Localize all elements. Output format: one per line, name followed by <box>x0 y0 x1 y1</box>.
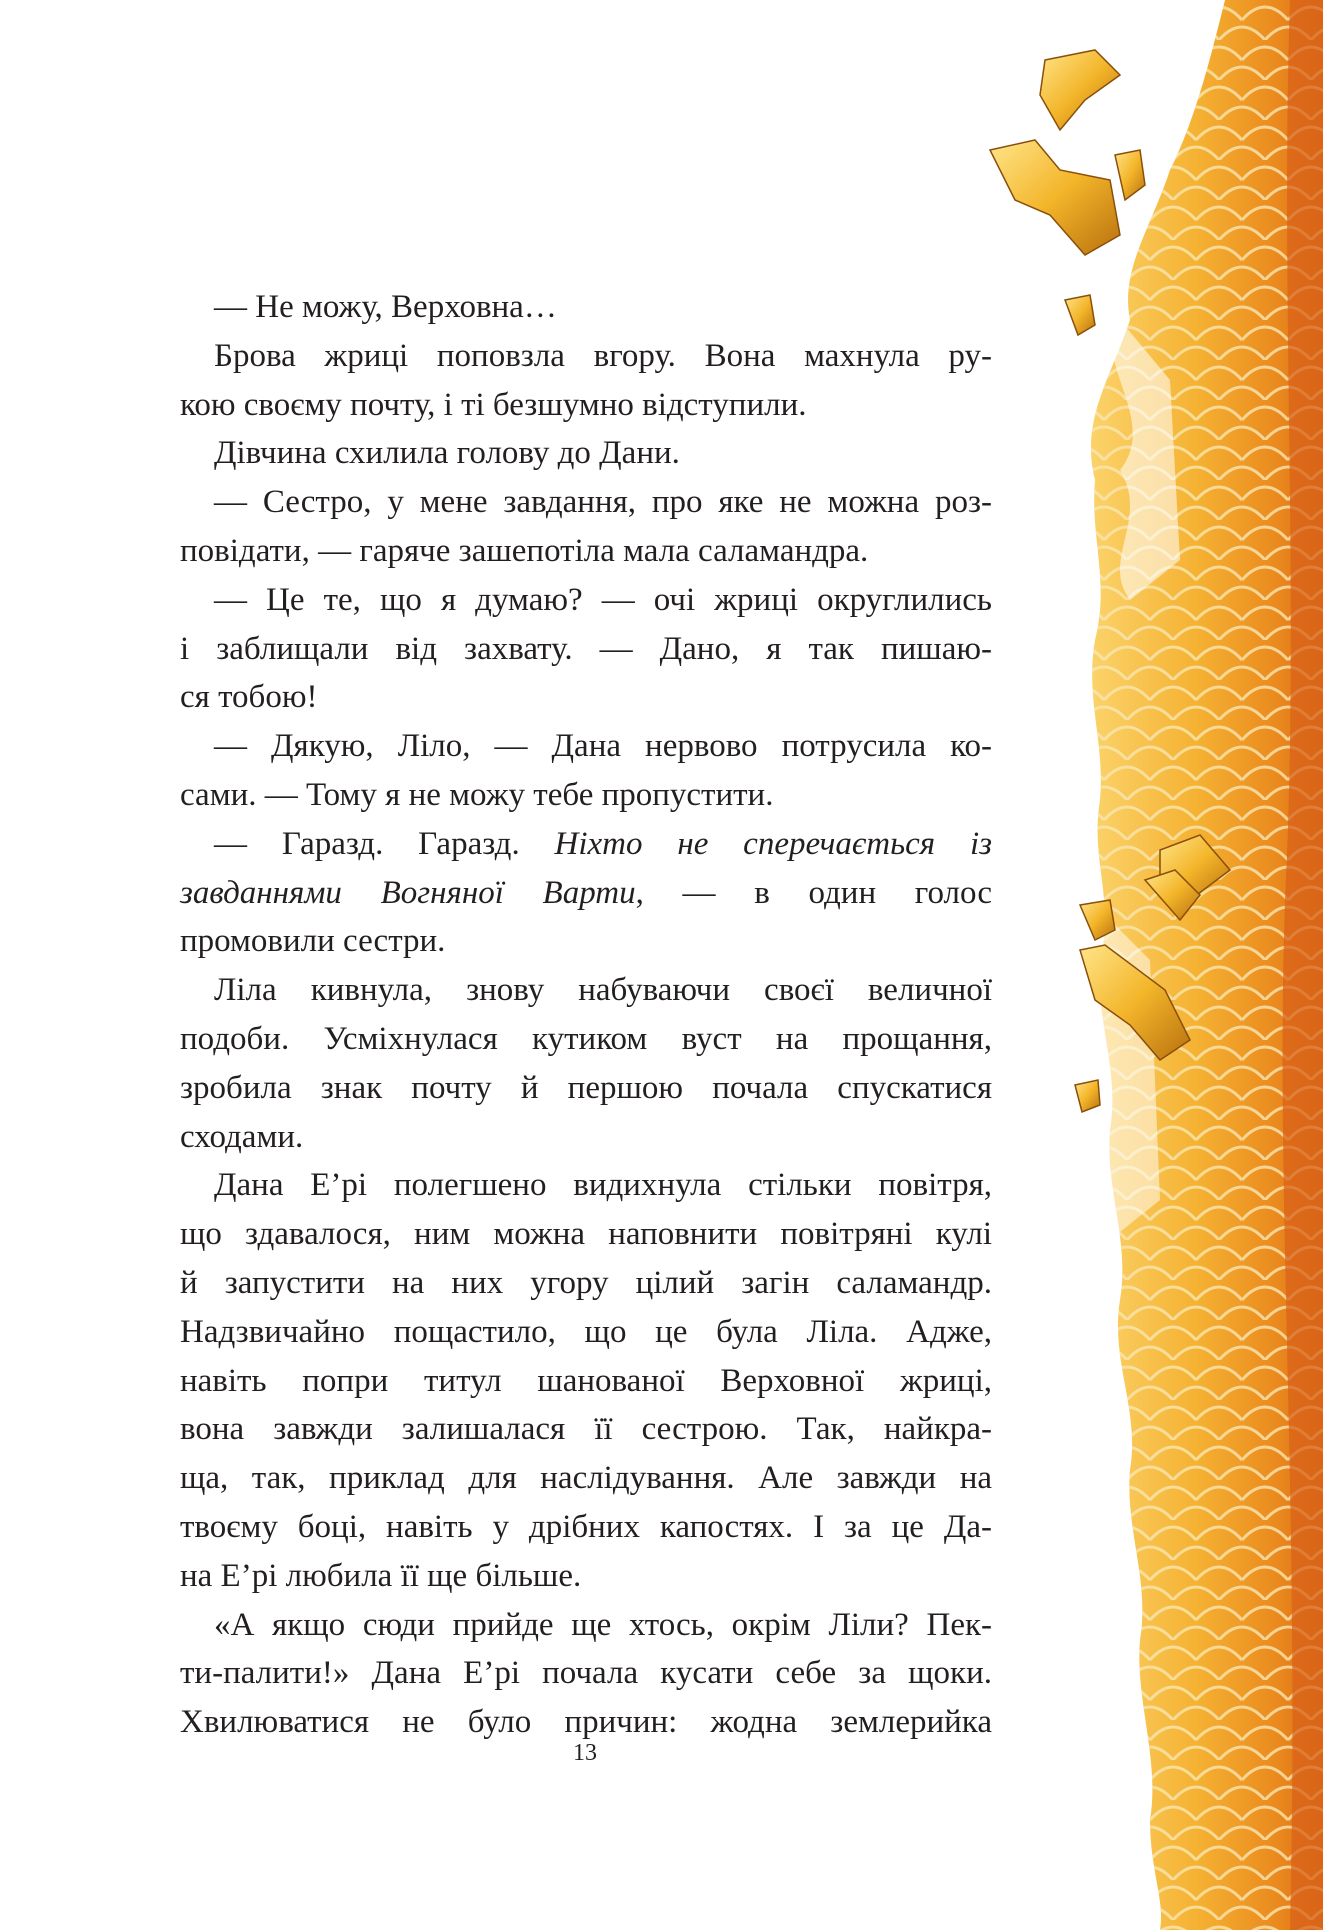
text-line: кою своєму почту, і ті безшумно відступили. <box>180 386 807 423</box>
text-line: повідати, — гаряче зашепотіла мала саламандра. <box>180 532 869 569</box>
text-line: що здавалося, ним можна наповнити повітряні кулі <box>180 1216 992 1253</box>
text-line: «А якщо сюди прийде ще хтось, окрім Ліли? Пек- <box>214 1606 992 1643</box>
text-line: твоєму боці, навіть у дрібних капостях. І за це Да- <box>180 1508 992 1545</box>
text-line: і заблищали від захвату. — Дано, я так пишаю- <box>180 630 992 667</box>
text-line: навіть попри титул шанованої Верховної жриці, <box>180 1362 992 1399</box>
text-line: сами. — Тому я не можу тебе пропустити. <box>180 776 774 813</box>
text-line: ща, так, приклад для наслідування. Але завжди на <box>180 1460 992 1497</box>
text-line: Дана Е’рі полегшено видихнула стільки повітря, <box>214 1167 992 1204</box>
text-line: зробила знак почту й першою почала спускатися <box>180 1069 992 1106</box>
text-line: Хвилюватися не було причин: жодна землерийка <box>180 1704 992 1741</box>
text-line: й запустити на них угору цілий загін саламандр. <box>180 1264 992 1301</box>
text-line: Надзвичайно пощастило, що це була Ліла. Адже, <box>180 1313 992 1350</box>
text-line: ти-палити!» Дана Е’рі почала кусати себе за щоки. <box>180 1655 992 1692</box>
text-line: Дівчина схилила голову до Дани. <box>214 435 680 472</box>
body-text <box>180 283 992 1747</box>
text-line: Ліла кивнула, знову набуваючи своєї величної <box>214 972 992 1009</box>
text-line: ся тобою! <box>180 679 318 716</box>
text-line: вона завжди залишалася її сестрою. Так, найкра- <box>180 1411 992 1448</box>
text-fragment: — Гаразд. Гаразд. <box>214 825 555 862</box>
text-line-mixed <box>180 820 992 869</box>
text-line: — Дякую, Ліло, — Дана нервово потрусила ко- <box>214 728 992 765</box>
text-line: — Не можу, Верховна… <box>214 289 557 325</box>
text-fragment: , — в один голос <box>635 874 992 911</box>
scale-strip <box>1091 0 1323 1930</box>
page-number: 13 <box>573 1740 597 1766</box>
text-line: на Е’рі любила її ще більше. <box>180 1557 582 1594</box>
text-line: Брова жриці поповзла вгору. Вона махнула ру- <box>214 337 992 374</box>
text-line-mixed <box>180 869 992 918</box>
golden-shards <box>990 50 1230 1112</box>
italic-fragment: Ніхто не сперечається із <box>554 825 993 862</box>
italic-fragment: завданнями Вогняної Варти <box>180 874 636 911</box>
text-line: сходами. <box>180 1118 304 1155</box>
text-line: — Це те, що я думаю? — очі жриці округлились <box>214 581 992 618</box>
text-line: промовили сестри. <box>180 923 446 960</box>
text-line: подоби. Усміхнулася кутиком вуст на прощання, <box>180 1020 992 1057</box>
text-line: — Сестро, у мене завдання, про яке не можна роз- <box>214 484 992 521</box>
